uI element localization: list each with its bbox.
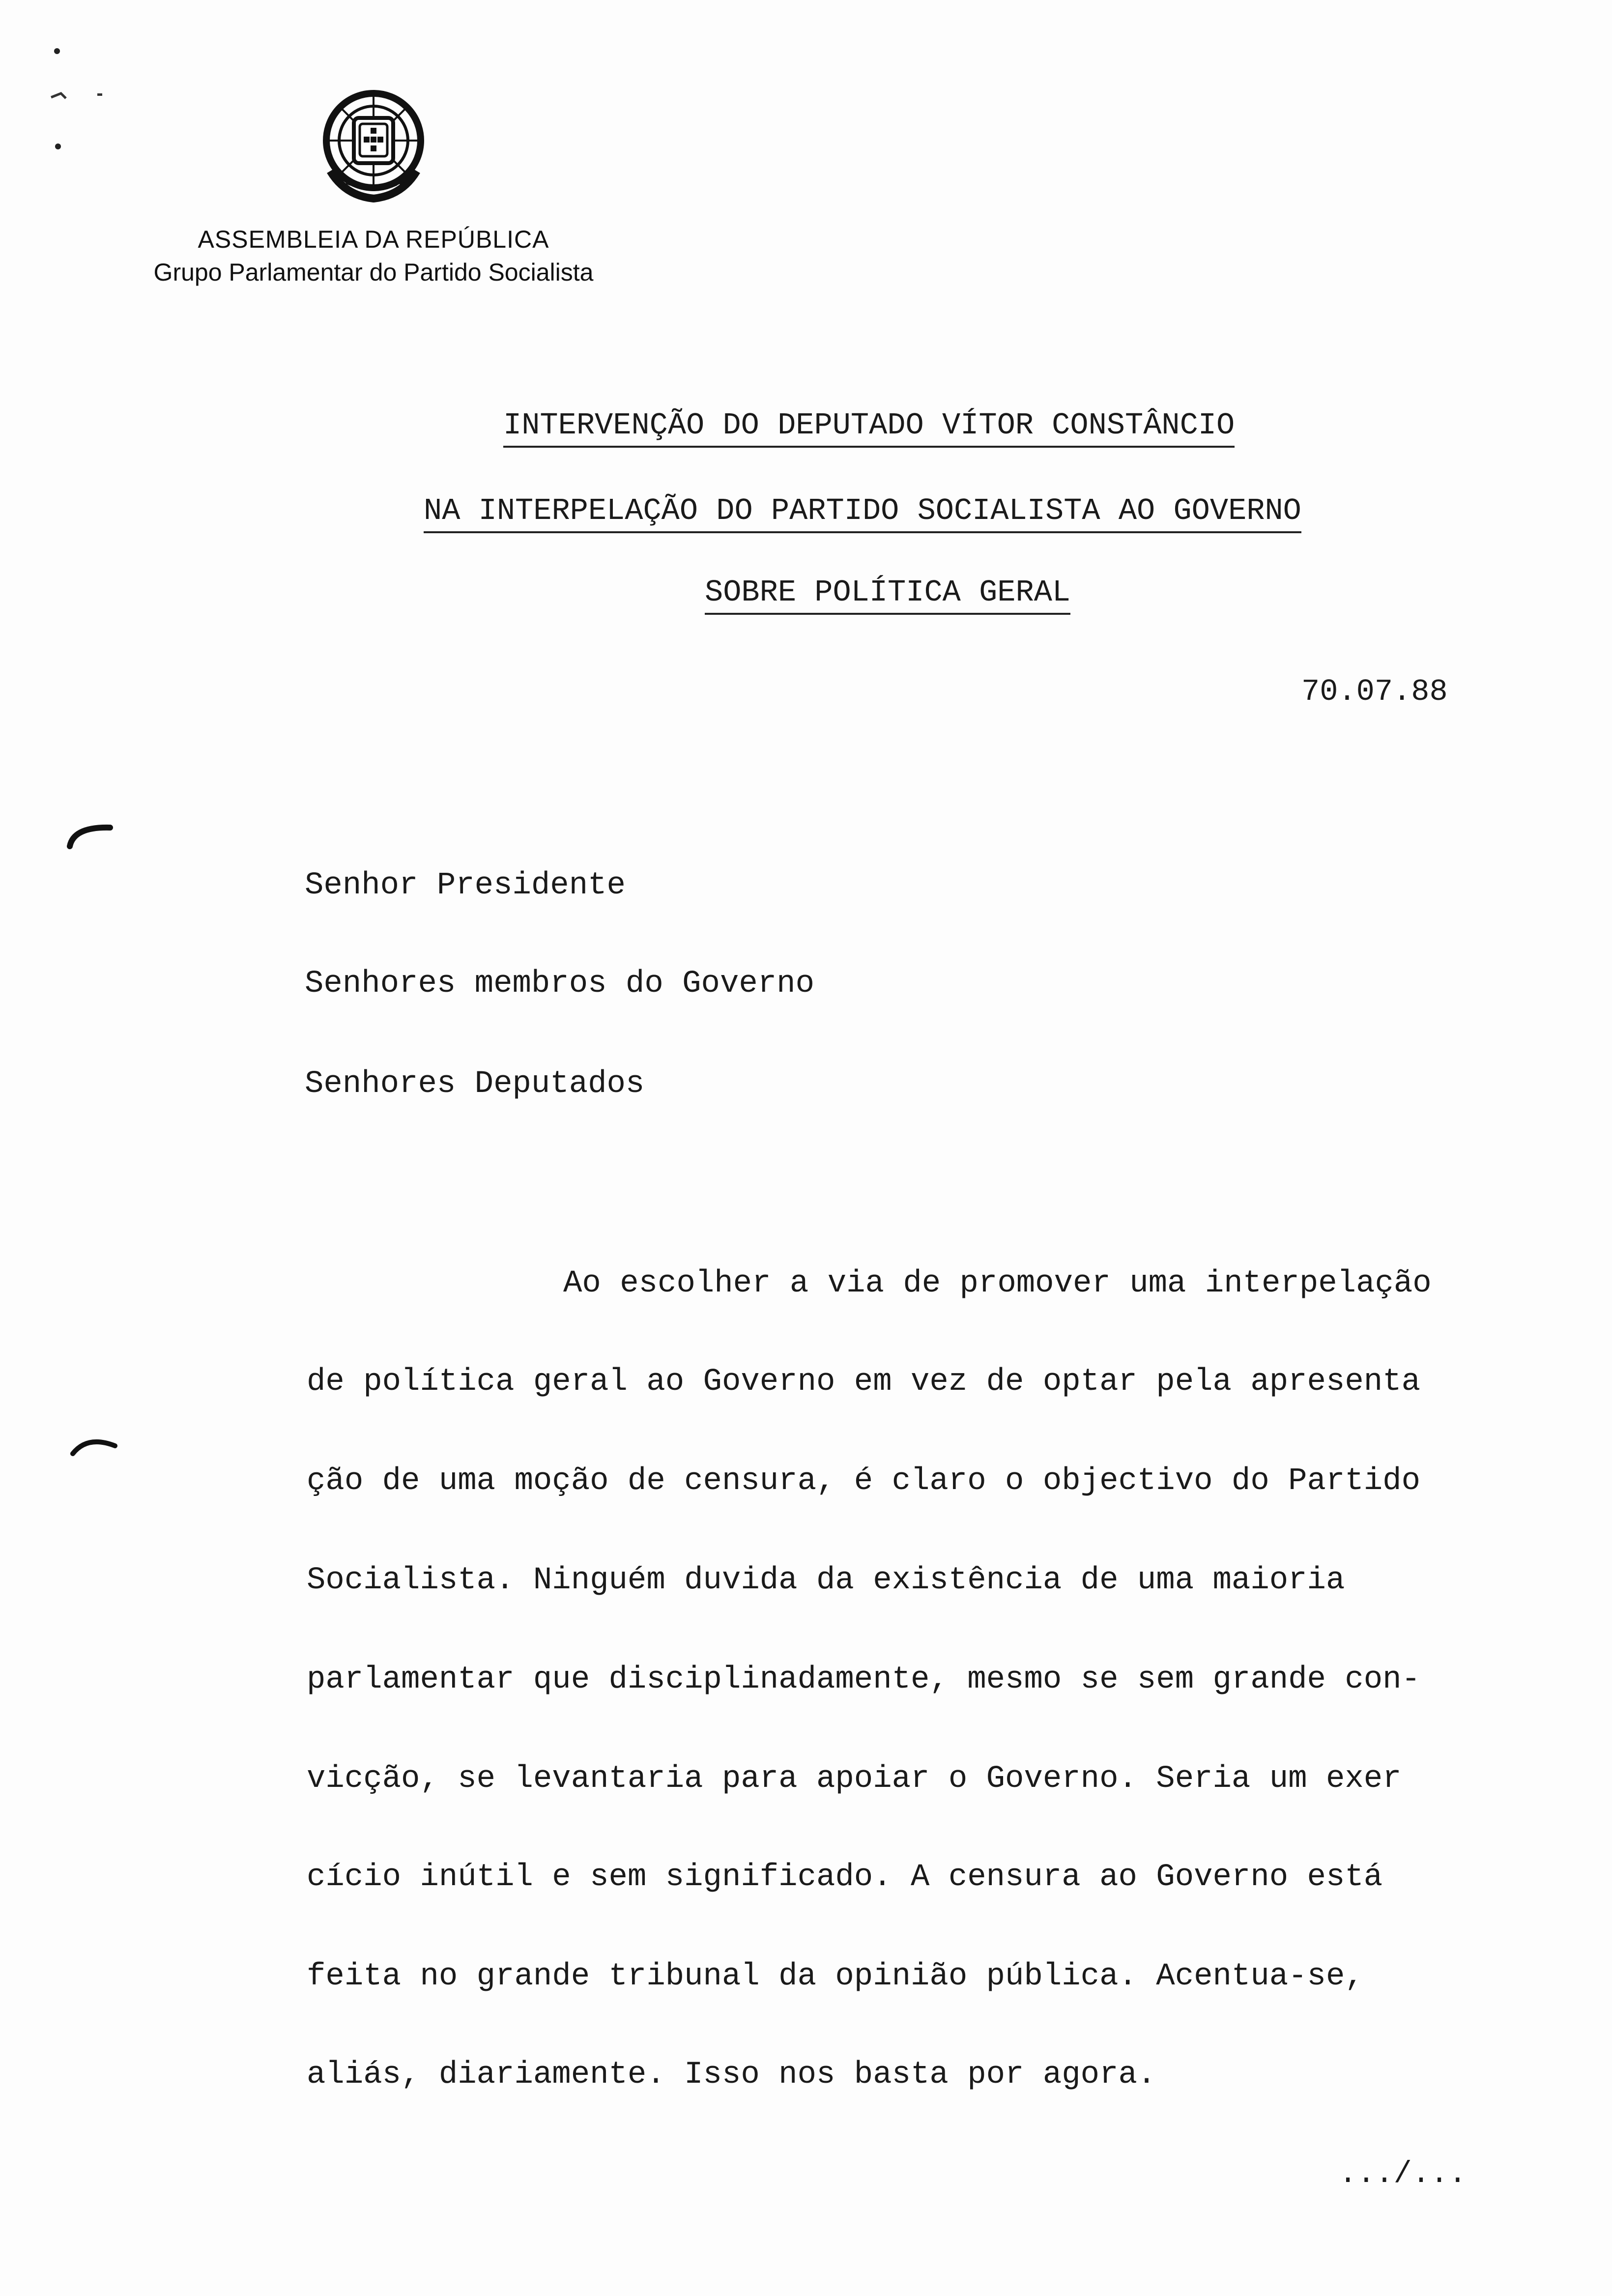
parliamentary-group: Grupo Parlamentar do Partido Socialista [153,258,594,286]
document-date: 70.07.88 [1301,674,1448,709]
document-title-line-3: SOBRE POLÍTICA GERAL [705,575,1070,615]
body-text-line: parlamentar que disciplinadamente, mesmo se sem grande con- [307,1662,1420,1697]
body-text-line: Ao escolher a via de promover uma interpelação [563,1266,1432,1301]
institution-name: ASSEMBLEIA DA REPÚBLICA [198,226,549,253]
continuation-mark: .../... [1339,2156,1467,2191]
salutation-line: Senhores Deputados [305,1066,645,1102]
salutation-line: Senhor Presidente [305,868,626,903]
body-text-line: vicção, se levantaria para apoiar o Governo. Seria um exer [307,1761,1402,1797]
punch-hole-trace-icon [64,816,118,850]
punch-hole-trace-icon [68,1430,122,1460]
coat-of-arms-icon [311,83,436,208]
scan-speck-icon [44,44,113,162]
body-text-line: feita no grande tribunal da opinião pública. Acentua-se, [307,1959,1364,1994]
document-title-line-1: INTERVENÇÃO DO DEPUTADO VÍTOR CONSTÂNCIO [503,408,1235,448]
body-text-line: aliás, diariamente. Isso nos basta por agora. [307,2057,1156,2093]
body-text-line: ção de uma moção de censura, é claro o objectivo do Partido [307,1464,1420,1499]
body-text-line: Socialista. Ninguém duvida da existência de uma maioria [307,1563,1345,1598]
document-title-line-2: NA INTERPELAÇÃO DO PARTIDO SOCIALISTA AO GOVERNO [424,493,1301,533]
salutation-line: Senhores membros do Governo [305,966,814,1002]
body-text-line: cício inútil e sem significado. A censura ao Governo está [307,1860,1383,1895]
body-text-line: de política geral ao Governo em vez de optar pela apresenta [307,1364,1420,1400]
